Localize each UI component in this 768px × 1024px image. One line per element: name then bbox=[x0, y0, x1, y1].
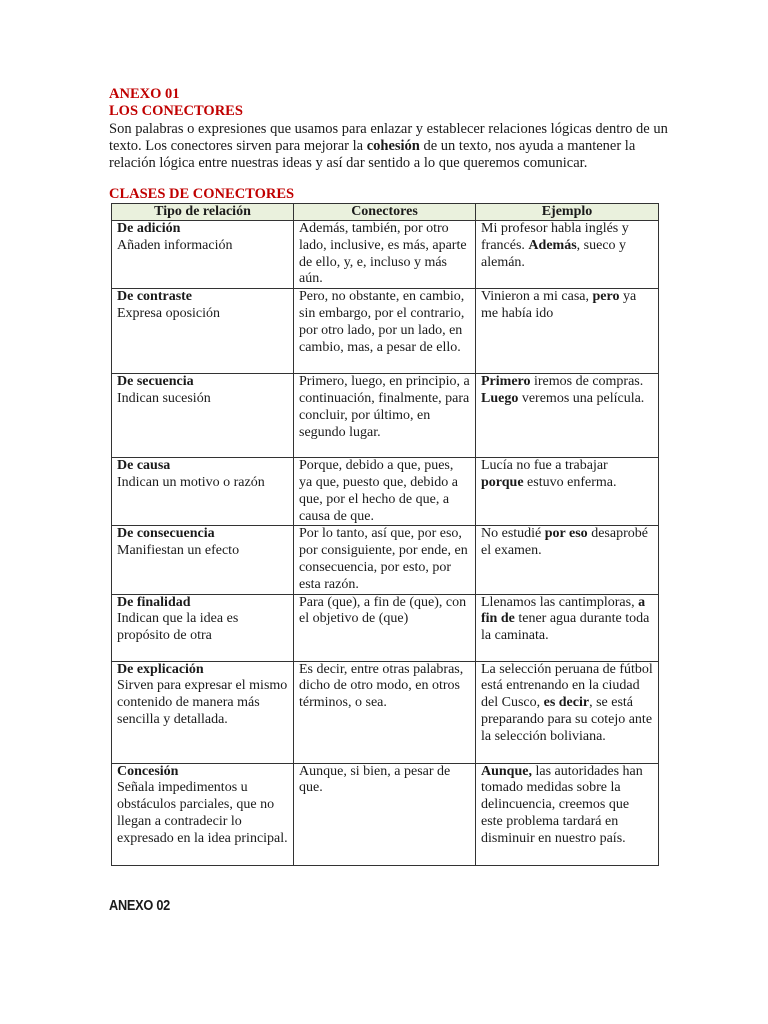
intro-paragraph bbox=[109, 121, 669, 171]
annex-2-label: ANEXO 02 bbox=[109, 898, 171, 914]
text-run: No estudié bbox=[481, 526, 545, 542]
relation-type-cell bbox=[112, 594, 294, 661]
text-run: ya me había ido bbox=[481, 289, 637, 321]
relation-type-title: De causa bbox=[117, 458, 171, 474]
text-run: La selección peruana de fútbol está entrenando en la ciudad del Cusco, bbox=[481, 661, 653, 711]
example-cell bbox=[476, 763, 659, 865]
relation-type-description: Añaden información bbox=[117, 237, 233, 253]
table-row bbox=[112, 289, 659, 374]
example-cell bbox=[476, 374, 659, 458]
text-run: estuvo enferma. bbox=[523, 474, 617, 490]
table-row bbox=[112, 763, 659, 865]
bold-text-run: pero bbox=[592, 289, 620, 305]
relation-type-description: Indican que la idea es propósito de otra bbox=[117, 611, 239, 644]
bold-text-run: cohesión bbox=[366, 137, 420, 154]
bold-text-run: a fin de bbox=[481, 594, 646, 627]
example-cell bbox=[476, 594, 659, 661]
relation-type-title: De contraste bbox=[117, 289, 193, 305]
text-run: iremos de compras. bbox=[530, 374, 644, 390]
text-run: Son palabras o expresiones que usamos para enlazar y establecer relaciones lógicas dentro de un texto. Los conectores sirven para mejorar la bbox=[109, 121, 668, 154]
table-row bbox=[112, 594, 659, 661]
relation-type-description: Manifiestan un efecto bbox=[117, 543, 240, 559]
header-type: Tipo de relación bbox=[112, 204, 294, 221]
relation-type-cell bbox=[112, 526, 294, 594]
text-run: de un texto, nos ayuda a mantener la relación lógica entre nuestras ideas y así dar sentido a lo que queremos comunicar. bbox=[109, 137, 636, 171]
relation-type-title: De adición bbox=[117, 221, 181, 236]
relation-type-description: Expresa oposición bbox=[117, 305, 221, 321]
table-header-row bbox=[112, 204, 659, 221]
connectors-cell: Además, también, por otro lado, inclusive, es más, aparte de ello, y, e, incluso y más aún. bbox=[294, 221, 476, 289]
relation-type-title: De secuencia bbox=[117, 374, 194, 390]
text-run: , sueco y alemán. bbox=[481, 237, 627, 270]
relation-type-title: De explicación bbox=[117, 661, 204, 677]
bold-text-run: Primero bbox=[481, 374, 531, 390]
relation-type-cell bbox=[112, 458, 294, 526]
connectors-cell: Aunque, si bien, a pesar de que. bbox=[294, 763, 476, 865]
bold-text-run: por eso bbox=[544, 526, 588, 542]
connectors-cell: Por lo tanto, así que, por eso, por consiguiente, por ende, en consecuencia, por esto, por esta razón. bbox=[294, 526, 476, 594]
table-row bbox=[112, 661, 659, 763]
text-run: Llenamos las cantimploras, bbox=[481, 594, 639, 610]
connectors-cell: Para (que), a fin de (que), con el objetivo de (que) bbox=[294, 594, 476, 661]
text-run: las autoridades han tomado medidas sobre la delincuencia, creemos que este problema tardará en disminuir en nuestro país. bbox=[481, 763, 643, 846]
example-cell bbox=[476, 458, 659, 526]
header-example: Ejemplo bbox=[476, 204, 659, 221]
example-cell bbox=[476, 289, 659, 374]
connectors-cell: Es decir, entre otras palabras, dicho de otro modo, en otros términos, o sea. bbox=[294, 661, 476, 763]
relation-type-title: De finalidad bbox=[117, 594, 191, 610]
bold-text-run: porque bbox=[481, 474, 524, 490]
text-run: Lucía no fue a trabajar bbox=[481, 458, 608, 474]
relation-type-cell bbox=[112, 289, 294, 374]
header-connectors: Conectores bbox=[294, 204, 476, 221]
section-title: LOS CONECTORES bbox=[109, 103, 243, 119]
relation-type-description: Señala impedimentos u obstáculos parciales, que no llegan a contradecir lo expresado en la idea principal. bbox=[117, 780, 288, 846]
text-run: , se está preparando para su cotejo ante la selección boliviana. bbox=[481, 695, 653, 744]
relation-type-description: Sirven para expresar el mismo contenido de manera más sencilla y detallada. bbox=[117, 678, 288, 727]
relation-type-cell bbox=[112, 374, 294, 458]
bold-text-run: es decir bbox=[543, 695, 590, 711]
table-row bbox=[112, 458, 659, 526]
text-run: tener agua durante toda la caminata. bbox=[481, 611, 650, 644]
relation-type-title: Concesión bbox=[117, 763, 179, 779]
connectors-table bbox=[111, 203, 659, 866]
connectors-cell: Pero, no obstante, en cambio, sin embargo, por el contrario, por otro lado, por un lado, en cambio, mas, a pesar de ello. bbox=[294, 289, 476, 374]
bold-text-run: Luego bbox=[481, 390, 519, 406]
bold-text-run: Aunque, bbox=[481, 763, 532, 779]
example-cell bbox=[476, 221, 659, 289]
relation-type-cell bbox=[112, 221, 294, 289]
classes-title: CLASES DE CONECTORES bbox=[109, 186, 295, 202]
example-cell bbox=[476, 526, 659, 594]
connectors-cell: Porque, debido a que, pues, ya que, puesto que, debido a que, por el hecho de que, a causa de que. bbox=[294, 458, 476, 526]
relation-type-description: Indican sucesión bbox=[117, 390, 211, 406]
relation-type-cell bbox=[112, 661, 294, 763]
bold-text-run: Además bbox=[528, 237, 577, 253]
relation-type-description: Indican un motivo o razón bbox=[117, 474, 265, 490]
relation-type-title: De consecuencia bbox=[117, 526, 215, 542]
connectors-cell: Primero, luego, en principio, a continuación, finalmente, para concluir, por último, en segundo lugar. bbox=[294, 374, 476, 458]
text-run: Vinieron a mi casa, bbox=[481, 289, 593, 305]
table-row bbox=[112, 526, 659, 594]
annex-1-label: ANEXO 01 bbox=[109, 86, 180, 102]
text-run: Mi profesor habla inglés y francés. bbox=[481, 221, 629, 253]
example-cell bbox=[476, 661, 659, 763]
table-row bbox=[112, 374, 659, 458]
text-run: veremos una película. bbox=[518, 390, 645, 406]
text-run: desaprobé el examen. bbox=[481, 526, 648, 559]
table-row bbox=[112, 221, 659, 289]
relation-type-cell bbox=[112, 763, 294, 865]
